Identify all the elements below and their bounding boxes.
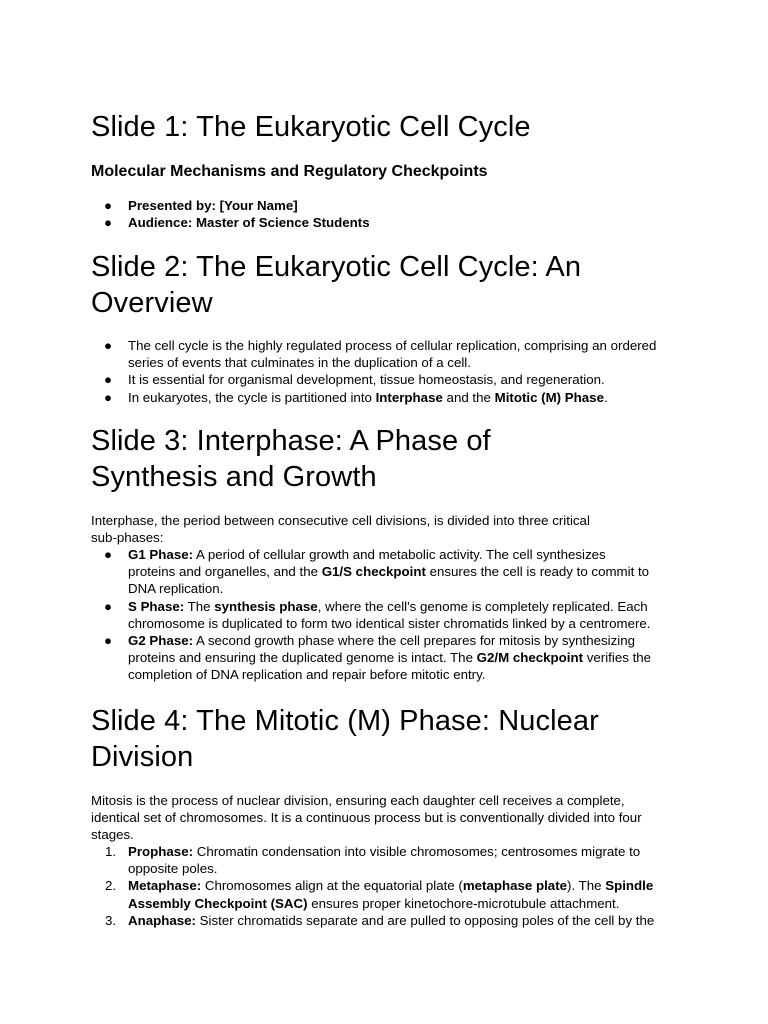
g2m-checkpoint-term: G2/M checkpoint [476, 650, 584, 666]
spindle-term: Spindle [605, 878, 654, 894]
slide4-intro-line3: stages. [91, 827, 134, 843]
metaphase-line1-mid: ). The [567, 878, 606, 894]
prophase-line2: opposite poles. [128, 861, 218, 877]
g1s-checkpoint-term: G1/S checkpoint [321, 564, 426, 580]
list-item [91, 546, 691, 598]
slide3-intro [91, 512, 691, 546]
g2-line2-post: verifies the [583, 650, 652, 666]
list-item [91, 912, 691, 929]
slide3-title-line1: Slide 3: Interphase: A Phase of [91, 425, 491, 457]
metaphase-line1-pre: Chromosomes align at the equatorial plate ( [201, 878, 463, 894]
g2-line2-pre: proteins and ensuring the duplicated genome is intact. The [128, 650, 477, 666]
bullet-icon: ● [104, 389, 113, 405]
list-item [91, 843, 691, 877]
slide3-intro-line2: sub-phases: [91, 530, 164, 546]
slide1-title: Slide 1: The Eukaryotic Cell Cycle [91, 111, 531, 143]
list-item [91, 389, 691, 406]
slide1-bullet-list [91, 197, 691, 231]
list-item [91, 877, 691, 911]
g1-line2-post: ensures the cell is ready to commit to [425, 564, 650, 580]
g2-line3: completion of DNA replication and repair before mitotic entry. [128, 667, 486, 683]
bullet-icon: ● [104, 338, 113, 353]
metaphase-plate-term: metaphase plate [462, 878, 568, 894]
s-line1-post: , where the cell's genome is completely replicated. Each [317, 598, 648, 614]
mitotic-phase-term: Mitotic (M) Phase [494, 389, 604, 405]
s-label: S Phase: [128, 598, 185, 614]
slide4-title [91, 703, 691, 775]
slide3-title-line2: Synthesis and Growth [91, 461, 377, 493]
s-line2: chromosome is duplicated to form two identical sister chromatids linked by a centromere. [128, 615, 651, 631]
bullet-icon: ● [104, 598, 113, 614]
metaphase-line2-post: ensures proper kinetochore-microtubule attachment. [307, 895, 620, 911]
slide2-bullet2: It is essential for organismal development, tissue homeostasis, and regeneration. [128, 372, 605, 388]
presenter-line: Presented by: [Your Name] [128, 198, 298, 213]
list-item [91, 371, 691, 388]
interphase-term: Interphase [375, 389, 443, 405]
synthesis-phase-term: synthesis phase [214, 598, 318, 614]
slide4-intro [91, 792, 691, 844]
slide1-subtitle: Molecular Mechanisms and Regulatory Checkpoints [91, 163, 488, 180]
sac-term: Assembly Checkpoint (SAC) [128, 895, 308, 911]
metaphase-label: Metaphase: [128, 878, 202, 894]
slide2-bullet1-line1: The cell cycle is the highly regulated process of cellular replication, comprising an ordered [128, 338, 657, 353]
slide4-title-line2: Division [91, 741, 194, 773]
bullet-icon: ● [104, 633, 113, 649]
slide3-bullet-list [91, 546, 691, 684]
list-item [91, 598, 691, 632]
anaphase-label: Anaphase: [128, 912, 196, 928]
g2-label: G2 Phase: [128, 633, 194, 649]
prophase-label: Prophase: [128, 844, 194, 859]
slide4-title-line1: Slide 4: The Mitotic (M) Phase: Nuclear [91, 705, 599, 737]
slide4-intro-line1: Mitosis is the process of nuclear division, ensuring each daughter cell receives a complete, [91, 793, 625, 808]
item-number: 1. [105, 844, 117, 859]
slide2-title-line1: Slide 2: The Eukaryotic Cell Cycle: An [91, 251, 582, 283]
slide3-intro-line1: Interphase, the period between consecutive cell divisions, is divided into three critical [91, 513, 590, 528]
g1-line1: A period of cellular growth and metabolic activity. The cell synthesizes [193, 547, 606, 562]
slide3-title [91, 423, 691, 495]
g2-line1: A second growth phase where the cell prepares for mitosis by synthesizing [193, 633, 636, 649]
slide2-bullet-list [91, 337, 691, 406]
slide2-title-line2: Overview [91, 287, 213, 319]
list-item [91, 214, 691, 231]
item-number: 2. [105, 878, 117, 894]
bullet-icon: ● [104, 215, 113, 231]
g1-line3: DNA replication. [128, 581, 224, 597]
bullet-icon: ● [104, 198, 113, 213]
audience-line: Audience: Master of Science Students [128, 215, 370, 231]
slide4-stage-list [91, 843, 691, 929]
slide4-intro-line2: identical set of chromosomes. It is a continuous process but is conventionally divided into four [91, 810, 642, 826]
list-item [91, 197, 691, 214]
bullet-icon: ● [104, 372, 113, 388]
g1-line2-pre: proteins and organelles, and the [128, 564, 322, 580]
g1-label: G1 Phase: [128, 547, 194, 562]
bullet-icon: ● [104, 547, 113, 562]
anaphase-line1: Sister chromatids separate and are pulled to opposing poles of the cell by the [195, 912, 655, 928]
slide2-bullet3-pre: In eukaryotes, the cycle is partitioned into [128, 389, 376, 405]
slide2-title [91, 249, 691, 321]
s-line1-pre: The [184, 598, 215, 614]
list-item [91, 337, 691, 371]
item-number: 3. [105, 912, 117, 928]
list-item [91, 632, 691, 684]
slide2-bullet1-line2: series of events that culminates in the duplication of a cell. [128, 355, 471, 371]
slide2-bullet3-end: . [603, 389, 608, 405]
prophase-line1: Chromatin condensation into visible chromosomes; centrosomes migrate to [193, 844, 641, 859]
slide2-bullet3-mid: and the [442, 389, 495, 405]
